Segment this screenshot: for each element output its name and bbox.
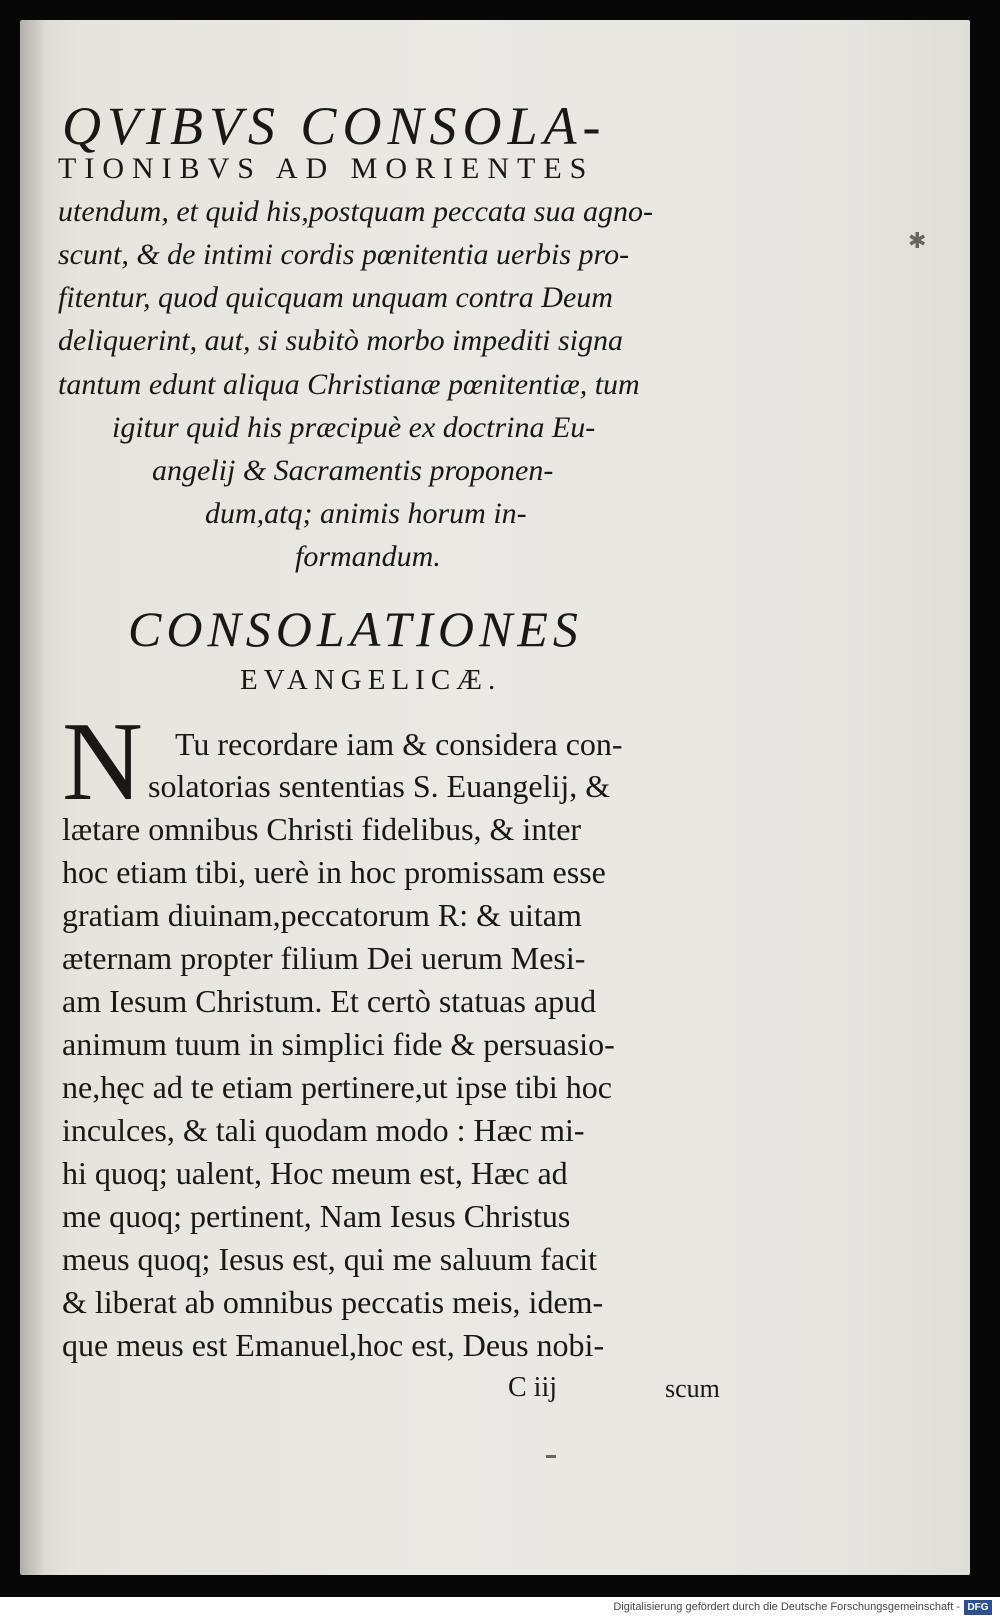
body-line: æternam propter filium Dei uerum Mesi- <box>62 940 586 976</box>
heading-italic-line: scunt, & de intimi cordis pœnitentia uerbis pro- <box>58 238 630 271</box>
credit-text: Digitalisierung gefördert durch die Deutsche Forschungsgemeinschaft - <box>613 1601 960 1613</box>
body-line: ne,hęc ad te etiam pertinere,ut ipse tibi hoc <box>62 1069 612 1105</box>
heading-italic-line: formandum. <box>295 540 441 573</box>
heading-italic-line: tantum edunt aliqua Christianæ pœnitentiæ, tum <box>58 368 640 401</box>
body-line: Tu recordare iam & considera con- <box>175 726 623 762</box>
heading-line-1: QVIBVS CONSOLA- <box>62 96 607 156</box>
heading-italic-line: angelij & Sacramentis proponen- <box>152 454 554 487</box>
signature-mark: C iij <box>508 1372 558 1403</box>
section-subtitle: EVANGELICÆ. <box>240 664 502 696</box>
drop-cap: N <box>62 700 143 824</box>
body-line: am Iesum Christum. Et certò statuas apud <box>62 983 597 1019</box>
body-line: me quoq; pertinent, Nam Iesus Christus <box>62 1198 571 1234</box>
body-line: lætare omnibus Christi fidelibus, & inter <box>62 811 582 847</box>
body-line: hi quoq; ualent, Hoc meum est, Hæc ad <box>62 1155 568 1191</box>
heading-italic-line: fitentur, quod quicquam unquam contra Deum <box>58 281 613 314</box>
heading-italic-line: igitur quid his præcipuè ex doctrina Eu- <box>112 411 596 444</box>
body-line: hoc etiam tibi, uerè in hoc promissam esse <box>62 854 606 890</box>
ink-speck-icon: ✱ <box>908 228 927 253</box>
body-line: animum tuum in simplici fide & persuasio- <box>62 1026 615 1062</box>
body-line: inculces, & tali quodam modo : Hæc mi- <box>62 1112 585 1148</box>
dfg-logo: DFG <box>964 1600 992 1615</box>
body-line: que meus est Emanuel,hoc est, Deus nobi- <box>62 1327 605 1363</box>
gutter-shadow <box>20 20 46 1575</box>
body-line: solatorias sententias S. Euangelij, & <box>148 768 611 804</box>
section-title: CONSOLATIONES <box>128 601 583 657</box>
catchword: scum <box>665 1374 720 1403</box>
heading-italic-line: dum,atq; animis horum in- <box>205 497 527 530</box>
ink-dash-mark <box>546 1455 556 1458</box>
heading-italic-line: utendum, et quid his,postquam peccata sua agno- <box>58 195 653 228</box>
body-line: gratiam diuinam,peccatorum R: & uitam <box>62 897 582 933</box>
body-line: & liberat ab omnibus peccatis meis, idem- <box>62 1284 604 1320</box>
heading-italic-line: deliquerint, aut, si subitò morbo impediti signa <box>58 324 624 357</box>
body-line: meus quoq; Iesus est, qui me saluum facit <box>62 1241 598 1277</box>
heading-line-2: TIONIBVS AD MORIENTES <box>58 152 595 185</box>
